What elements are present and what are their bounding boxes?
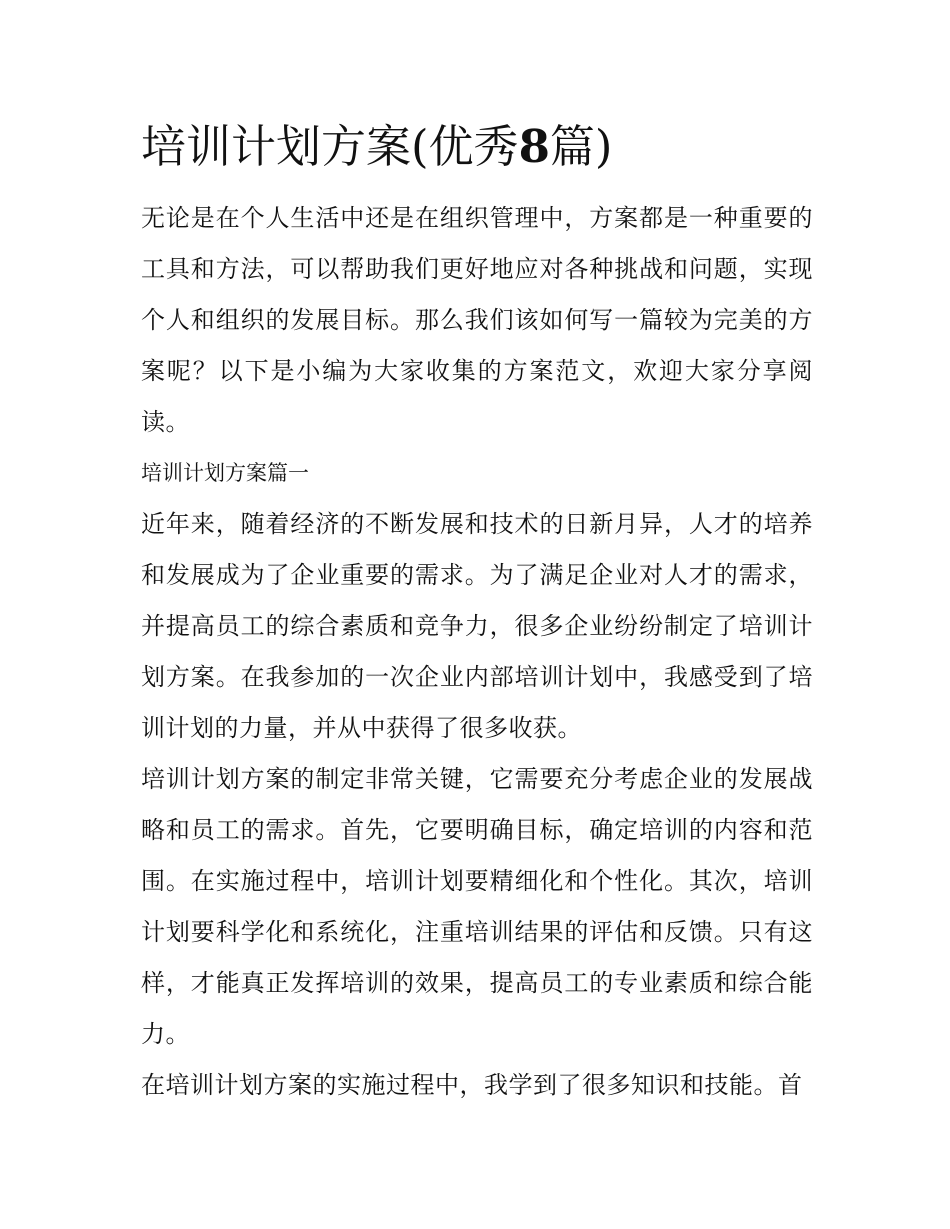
title-number: 8 xyxy=(518,120,550,173)
body-paragraph: 在培训计划方案的实施过程中，我学到了很多知识和技能。首 xyxy=(141,1071,803,1099)
body-paragraph: 培训计划方案的制定非常关键，它需要充分考虑企业的发展战略和员工的需求。首先，它要明确目标，确定培训的内容和范围。在实施过程中，培训计划要精细化和个性化。其次，培训计划要科学化和系统化，注重培训结果的评估和反馈。只有这样，才能真正发挥培训的效果，提高员工的专业素质和综合能力。 xyxy=(141,765,813,1048)
body-paragraph: 近年来，随着经济的不断发展和技术的日新月异，人才的培养和发展成为了企业重要的需求。为了满足企业对人才的需求，并提高员工的综合素质和竞争力，很多企业纷纷制定了培训计划方案。在我参加的一次企业内部培训计划中，我感受到了培训计划的力量，并从中获得了很多收获。 xyxy=(141,510,813,742)
title-prefix: 培训计划方案(优秀 xyxy=(141,120,519,173)
document-title xyxy=(141,118,813,176)
intro-paragraph: 无论是在个人生活中还是在组织管理中，方案都是一种重要的工具和方法，可以帮助我们更好地应对各种挑战和问题，实现个人和组织的发展目标。那么我们该如何写一篇较为完美的方案呢？以下是小编为大家收集的方案范文，欢迎大家分享阅读。 xyxy=(141,204,813,436)
title-suffix: 篇) xyxy=(549,120,613,173)
document-page xyxy=(141,118,813,1111)
section-heading: 培训计划方案篇一 xyxy=(141,461,309,485)
